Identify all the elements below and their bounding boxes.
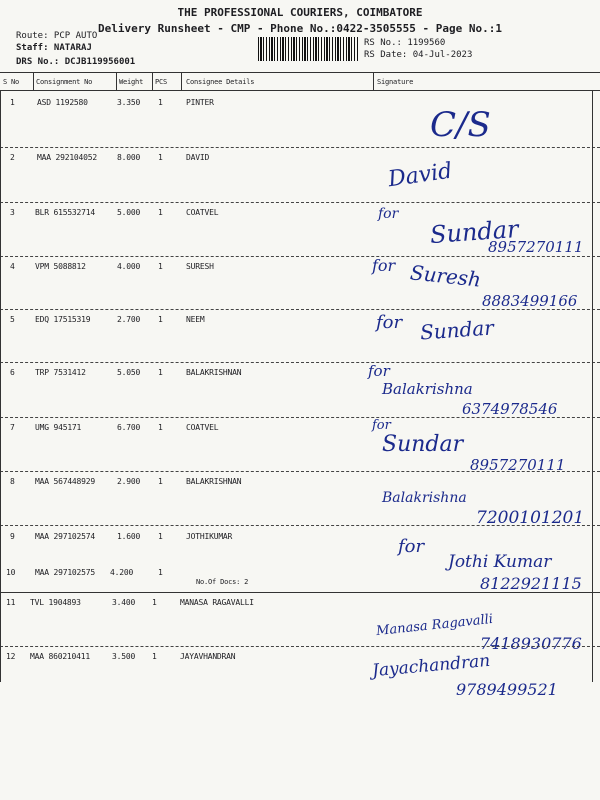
row-sno: 10 [6, 568, 16, 577]
signature-scribble: Sundar [419, 315, 495, 345]
row-pcs: 1 [158, 423, 163, 432]
row-sno: 9 [10, 532, 15, 541]
row-divider [0, 417, 600, 418]
row-consignment: UMG 945171 [35, 423, 82, 432]
row-consignee: PINTER [186, 98, 214, 107]
row-consignee: NEEM [186, 315, 205, 324]
row-divider [0, 525, 600, 526]
signature-scribble: Jayachandran [371, 650, 491, 682]
signature-for: for [372, 418, 391, 433]
row-pcs: 1 [158, 153, 163, 162]
row-divider [0, 471, 600, 472]
row-weight: 3.400 [112, 598, 136, 607]
docs-count-note: No.Of Docs: 2 [196, 578, 249, 586]
col-divider [152, 73, 153, 90]
row-divider [0, 592, 600, 593]
row-weight: 2.900 [117, 477, 141, 486]
table-left-border [0, 90, 1, 682]
header-bottom-rule [0, 90, 600, 91]
row-weight: 3.350 [117, 98, 141, 107]
row-consignment: MAA 297102574 [35, 532, 96, 541]
signature-for: for [372, 256, 396, 275]
col-header-weight: Weight [119, 78, 144, 86]
col-divider [33, 73, 34, 90]
col-header-pcs: PCS [155, 78, 168, 86]
row-divider [0, 256, 600, 257]
row-weight: 4.000 [117, 262, 141, 271]
row-consignment: MAA 567448929 [35, 477, 96, 486]
barcode [258, 37, 358, 61]
signature-for: for [398, 536, 425, 557]
row-divider [0, 362, 600, 363]
row-sno: 1 [10, 98, 15, 107]
row-pcs: 1 [158, 368, 163, 377]
row-sno: 7 [10, 423, 15, 432]
runsheet-subtitle: Delivery Runsheet - CMP - Phone No.:0422-3505555 - Page No.:1 [98, 22, 502, 35]
signature-scribble: Suresh [408, 260, 483, 292]
signature-phone: 8957270111 [470, 456, 566, 474]
signature-scribble: C/S [430, 105, 491, 145]
row-consignment: MAA 292104052 [37, 153, 98, 162]
row-consignee: JOTHIKUMAR [186, 532, 233, 541]
row-consignee: BALAKRISHNAN [186, 477, 242, 486]
signature-scribble: Manasa Ragavalli [375, 611, 494, 640]
row-divider [0, 147, 600, 148]
table-right-border [592, 90, 593, 682]
row-sno: 12 [6, 652, 16, 661]
signature-phone: 8122921115 [480, 574, 582, 593]
row-pcs: 1 [158, 208, 163, 217]
row-consignment: TRP 7531412 [35, 368, 86, 377]
row-sno: 6 [10, 368, 15, 377]
signature-phone: 9789499521 [456, 680, 558, 699]
row-consignment: ASD 1192580 [37, 98, 88, 107]
row-pcs: 1 [158, 315, 163, 324]
row-weight: 1.600 [117, 532, 141, 541]
route-label: Route: PCP AUTO [16, 31, 98, 41]
row-pcs: 1 [152, 598, 157, 607]
row-pcs: 1 [152, 652, 157, 661]
rs-date: RS Date: 04-Jul-2023 [364, 50, 473, 60]
row-sno: 2 [10, 153, 15, 162]
row-weight: 8.000 [117, 153, 141, 162]
row-consignee: DAVID [186, 153, 210, 162]
row-divider [0, 202, 600, 203]
col-divider [116, 73, 117, 90]
signature-scribble: Jothi Kumar [448, 552, 552, 572]
row-pcs: 1 [158, 477, 163, 486]
row-sno: 8 [10, 477, 15, 486]
row-sno: 11 [6, 598, 16, 607]
row-consignee: SURESH [186, 262, 214, 271]
col-header-sno: S No [3, 78, 20, 86]
company-title: THE PROFESSIONAL COURIERS, COIMBATORE [177, 6, 423, 19]
row-consignee: COATVEL [186, 423, 219, 432]
rs-number: RS No.: 1199560 [364, 38, 446, 48]
col-header-consignee: Consignee Details [186, 78, 255, 86]
row-divider [0, 309, 600, 310]
col-header-consignment: Consignment No [36, 78, 93, 86]
staff-label: Staff: NATARAJ [16, 43, 92, 53]
row-sno: 4 [10, 262, 15, 271]
row-consignment: BLR 615532714 [35, 208, 96, 217]
drs-number: DRS No.: DCJB119956001 [16, 57, 136, 67]
row-pcs: 1 [158, 568, 163, 577]
col-divider [373, 73, 374, 90]
signature-phone: 8957270111 [488, 238, 584, 256]
header-top-rule [0, 72, 600, 73]
signature-scribble: Balakrishna [382, 490, 467, 506]
row-divider [0, 646, 600, 647]
row-consignment: MAA 860210411 [30, 652, 91, 661]
row-pcs: 1 [158, 532, 163, 541]
signature-scribble: Sundar [382, 432, 464, 457]
row-consignee: JAYAVHANDRAN [180, 652, 236, 661]
row-weight: 5.000 [117, 208, 141, 217]
row-consignment: TVL 1904893 [30, 598, 81, 607]
row-sno: 5 [10, 315, 15, 324]
signature-scribble: Sundar [429, 214, 520, 250]
row-consignee: BALAKRISHNAN [186, 368, 242, 377]
row-consignee: MANASA RAGAVALLI [180, 598, 254, 607]
signature-phone: 8883499166 [482, 292, 578, 310]
signature-scribble: David [386, 158, 454, 193]
row-weight: 2.700 [117, 315, 141, 324]
row-weight: 4.200 [110, 568, 134, 577]
row-sno: 3 [10, 208, 15, 217]
row-pcs: 1 [158, 262, 163, 271]
signature-phone: 7418930776 [480, 634, 582, 653]
signature-phone: 7200101201 [476, 508, 585, 528]
signature-phone: 6374978546 [462, 400, 558, 418]
row-consignment: MAA 297102575 [35, 568, 96, 577]
col-divider [181, 73, 182, 90]
signature-for: for [368, 362, 390, 380]
row-weight: 5.050 [117, 368, 141, 377]
row-weight: 6.700 [117, 423, 141, 432]
row-pcs: 1 [158, 98, 163, 107]
signature-for: for [378, 206, 399, 222]
col-header-signature: Signature [377, 78, 414, 86]
signature-scribble: Balakrishna [382, 380, 473, 398]
row-consignee: COATVEL [186, 208, 219, 217]
row-consignment: EDQ 17515319 [35, 315, 91, 324]
row-weight: 3.500 [112, 652, 136, 661]
signature-for: for [376, 312, 403, 333]
row-consignment: VPM 5088812 [35, 262, 86, 271]
